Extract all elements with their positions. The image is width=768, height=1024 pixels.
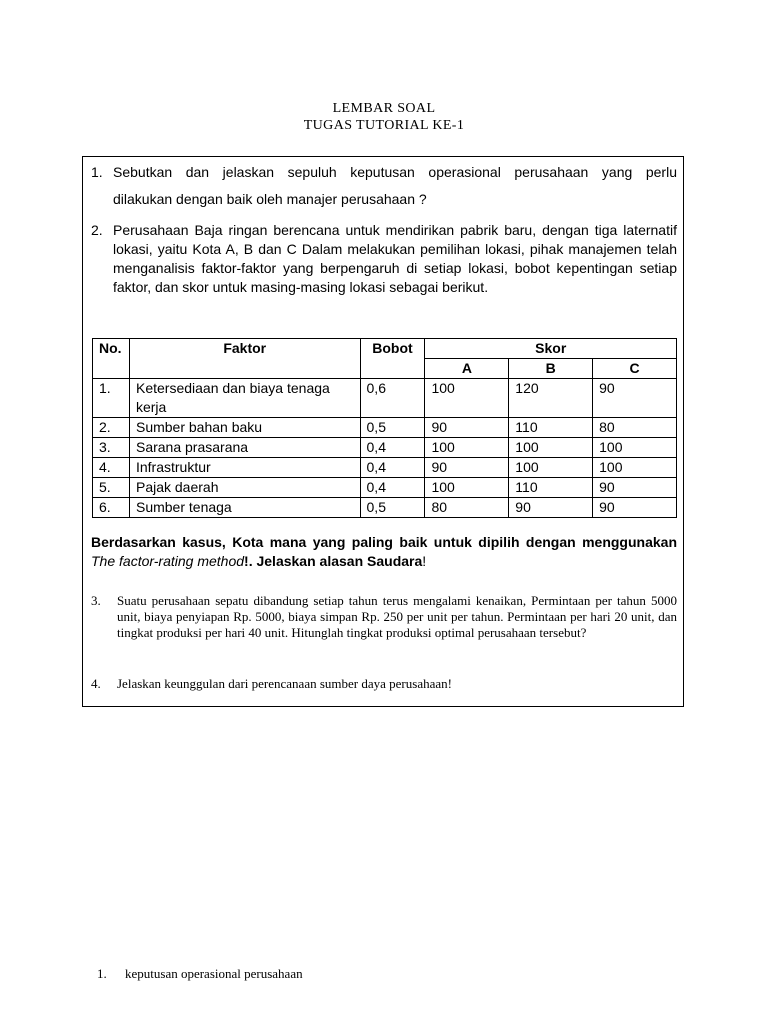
question-2 xyxy=(91,221,677,297)
question-4-text: Jelaskan keunggulan dari perencanaan sumber daya perusahaan! xyxy=(117,676,452,691)
cell-faktor: Sumber bahan baku xyxy=(129,418,360,438)
question-1-line-1: Sebutkan dan jelaskan sepuluh keputusan operasional perusahaan yang perlu xyxy=(113,164,677,180)
cell-no: 6. xyxy=(93,498,130,518)
cell-no: 1. xyxy=(93,379,130,418)
table-row xyxy=(93,478,677,498)
answer-number: 1. xyxy=(97,966,107,981)
table-header-row xyxy=(93,339,677,359)
cell-skor-a: 100 xyxy=(425,379,509,418)
cell-faktor: Sumber tenaga xyxy=(129,498,360,518)
cell-skor-a: 90 xyxy=(425,418,509,438)
table-row xyxy=(93,498,677,518)
cell-bobot: 0,4 xyxy=(360,438,425,458)
table-row xyxy=(93,458,677,478)
header-skor-b: B xyxy=(509,359,593,379)
cell-skor-c: 100 xyxy=(593,438,677,458)
question-4 xyxy=(91,676,677,692)
question-2-number: 2. xyxy=(91,222,103,238)
cell-faktor: Infrastruktur xyxy=(129,458,360,478)
cell-skor-c: 90 xyxy=(593,379,677,418)
document-title: LEMBAR SOAL xyxy=(332,101,436,116)
header-skor-c: C xyxy=(593,359,677,379)
cell-skor-c: 90 xyxy=(593,478,677,498)
question-2-text: Perusahaan Baja ringan berencana untuk mendirikan pabrik baru, dengan tiga laternatif lokasi, yaitu Kota A, B dan C Dalam melakukan pemilihan lokasi, pihak manajemen telah menganalisis faktor-faktor yang berpengaruh di setiap lokasi, bobot kepentingan setiap faktor, dan skor untuk masing-masing lokasi sebagai berikut. xyxy=(113,222,677,295)
answer-list-item xyxy=(97,966,303,982)
header-bobot: Bobot xyxy=(360,339,425,379)
question-4-number: 4. xyxy=(91,676,101,691)
cell-bobot: 0,5 xyxy=(360,498,425,518)
cell-bobot: 0,5 xyxy=(360,418,425,438)
cell-no: 5. xyxy=(93,478,130,498)
question-3-text: Suatu perusahaan sepatu dibandung setiap tahun terus mengalami kenaikan, Permintaan per tahun 5000 unit, biaya penyiapan Rp. 5000, biaya simpan Rp. 250 per unit per tahun. Permintaan per hari 20 unit, dan tingkat produksi per hari 40 unit. Hitunglah tingkat produksi optimal perusahaan tersebut? xyxy=(117,593,677,640)
cell-faktor: Sarana prasarana xyxy=(129,438,360,458)
cell-no: 4. xyxy=(93,458,130,478)
cell-skor-a: 100 xyxy=(425,478,509,498)
cell-skor-a: 80 xyxy=(425,498,509,518)
cell-bobot: 0,4 xyxy=(360,458,425,478)
document-subtitle: TUGAS TUTORIAL KE-1 xyxy=(303,118,465,133)
cell-no: 2. xyxy=(93,418,130,438)
factor-rating-table xyxy=(92,338,677,518)
cell-skor-a: 100 xyxy=(425,438,509,458)
cell-skor-b: 100 xyxy=(509,438,593,458)
header-faktor: Faktor xyxy=(129,339,360,379)
cell-skor-c: 80 xyxy=(593,418,677,438)
answer-text: keputusan operasional perusahaan xyxy=(125,966,303,981)
question-3-number: 3. xyxy=(91,593,101,608)
table-row xyxy=(93,379,677,418)
closing-method-name: The factor-rating method xyxy=(91,553,245,569)
cell-skor-b: 120 xyxy=(509,379,593,418)
cell-skor-a: 90 xyxy=(425,458,509,478)
cell-faktor: Ketersediaan dan biaya tenaga kerja xyxy=(129,379,360,418)
cell-skor-b: 110 xyxy=(509,478,593,498)
cell-skor-c: 100 xyxy=(593,458,677,478)
closing-text-part-1: Berdasarkan kasus, Kota mana yang paling baik untuk dipilih dengan menggunakan xyxy=(91,534,677,550)
question-1-line-2: dilakukan dengan baik oleh manajer perusahaan ? xyxy=(113,191,427,207)
cell-bobot: 0,6 xyxy=(360,379,425,418)
question-box xyxy=(82,156,684,707)
table-row xyxy=(93,418,677,438)
cell-skor-b: 90 xyxy=(509,498,593,518)
header-skor-a: A xyxy=(425,359,509,379)
question-1-number: 1. xyxy=(91,164,103,180)
question-3 xyxy=(91,593,677,641)
closing-text-part-3: ! xyxy=(422,553,427,569)
cell-skor-c: 90 xyxy=(593,498,677,518)
header-no: No. xyxy=(93,339,130,379)
question-1 xyxy=(91,163,677,209)
cell-faktor: Pajak daerah xyxy=(129,478,360,498)
closing-text-part-2: !. Jelaskan alasan Saudara xyxy=(244,553,423,569)
header-skor: Skor xyxy=(425,339,677,359)
cell-bobot: 0,4 xyxy=(360,478,425,498)
cell-skor-b: 100 xyxy=(509,458,593,478)
cell-no: 3. xyxy=(93,438,130,458)
cell-skor-b: 110 xyxy=(509,418,593,438)
table-row xyxy=(93,438,677,458)
question-2-closing xyxy=(91,533,677,571)
